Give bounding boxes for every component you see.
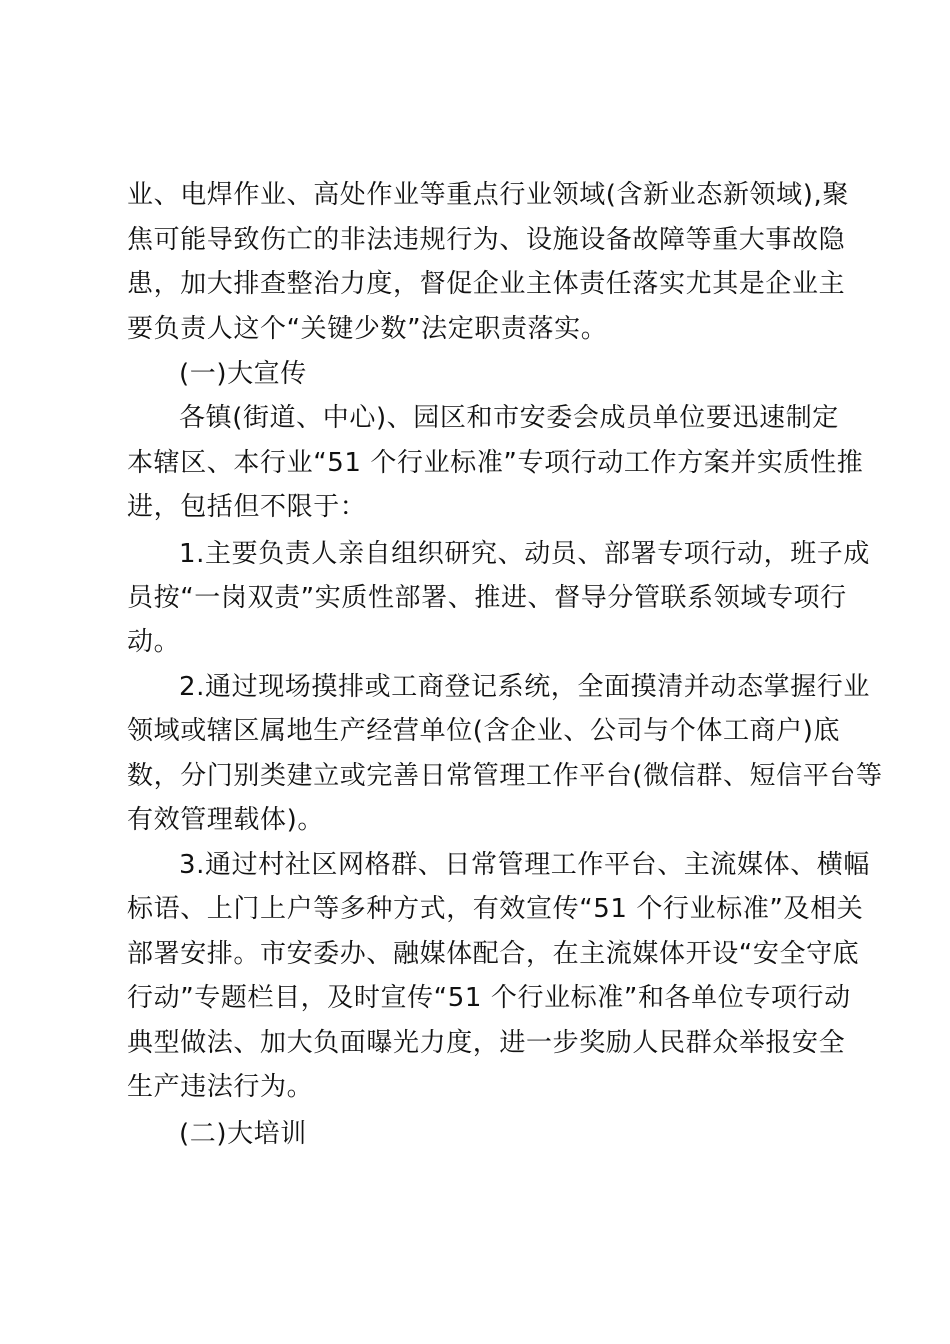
body-text-line: 要负责人这个“关键少数”法定职责落实。 <box>127 314 608 344</box>
list-item-line: 动。 <box>127 627 181 657</box>
list-item-line: 有效管理载体)。 <box>127 805 324 835</box>
list-item-line: 数，分门别类建立或完善日常管理工作平台(微信群、短信平台等 <box>127 761 883 791</box>
list-item-line: 1.主要负责人亲自组织研究、动员、部署专项行动，班子成 <box>179 539 871 569</box>
list-item-line: 员按“一岗双责”实质性部署、推进、督导分管联系领域专项行 <box>127 583 847 613</box>
list-item-line: 领域或辖区属地生产经营单位(含企业、公司与个体工商户)底 <box>127 716 841 746</box>
body-text-line: 业、电焊作业、高处作业等重点行业领域(含新业态新领域),聚 <box>127 180 849 210</box>
list-item-line: 生产违法行为。 <box>127 1072 314 1102</box>
section-heading: (一)大宣传 <box>179 359 307 389</box>
body-text-line: 焦可能导致伤亡的非法违规行为、设施设备故障等重大事故隐 <box>127 225 846 255</box>
list-item-line: 典型做法、加大负面曝光力度，进一步奖励人民群众举报安全 <box>127 1028 846 1058</box>
body-text-line: 进，包括但不限于： <box>127 492 367 522</box>
list-item-line: 3.通过村社区网格群、日常管理工作平台、主流媒体、横幅 <box>179 850 871 880</box>
list-item-line: 行动”专题栏目，及时宣传“51 个行业标准”和各单位专项行动 <box>127 983 851 1013</box>
body-text-line: 本辖区、本行业“51 个行业标准”专项行动工作方案并实质性推 <box>127 448 864 478</box>
list-item-line: 2.通过现场摸排或工商登记系统，全面摸清并动态掌握行业 <box>179 672 871 702</box>
list-item-line: 标语、上门上户等多种方式，有效宣传“51 个行业标准”及相关 <box>127 894 864 924</box>
body-text-line: 各镇(街道、中心)、园区和市安委会成员单位要迅速制定 <box>179 403 839 433</box>
list-item-line: 部署安排。市安委办、融媒体配合，在主流媒体开设“安全守底 <box>127 939 860 969</box>
section-heading: (二)大培训 <box>179 1119 307 1149</box>
body-text-line: 患，加大排查整治力度，督促企业主体责任落实尤其是企业主 <box>127 269 846 299</box>
